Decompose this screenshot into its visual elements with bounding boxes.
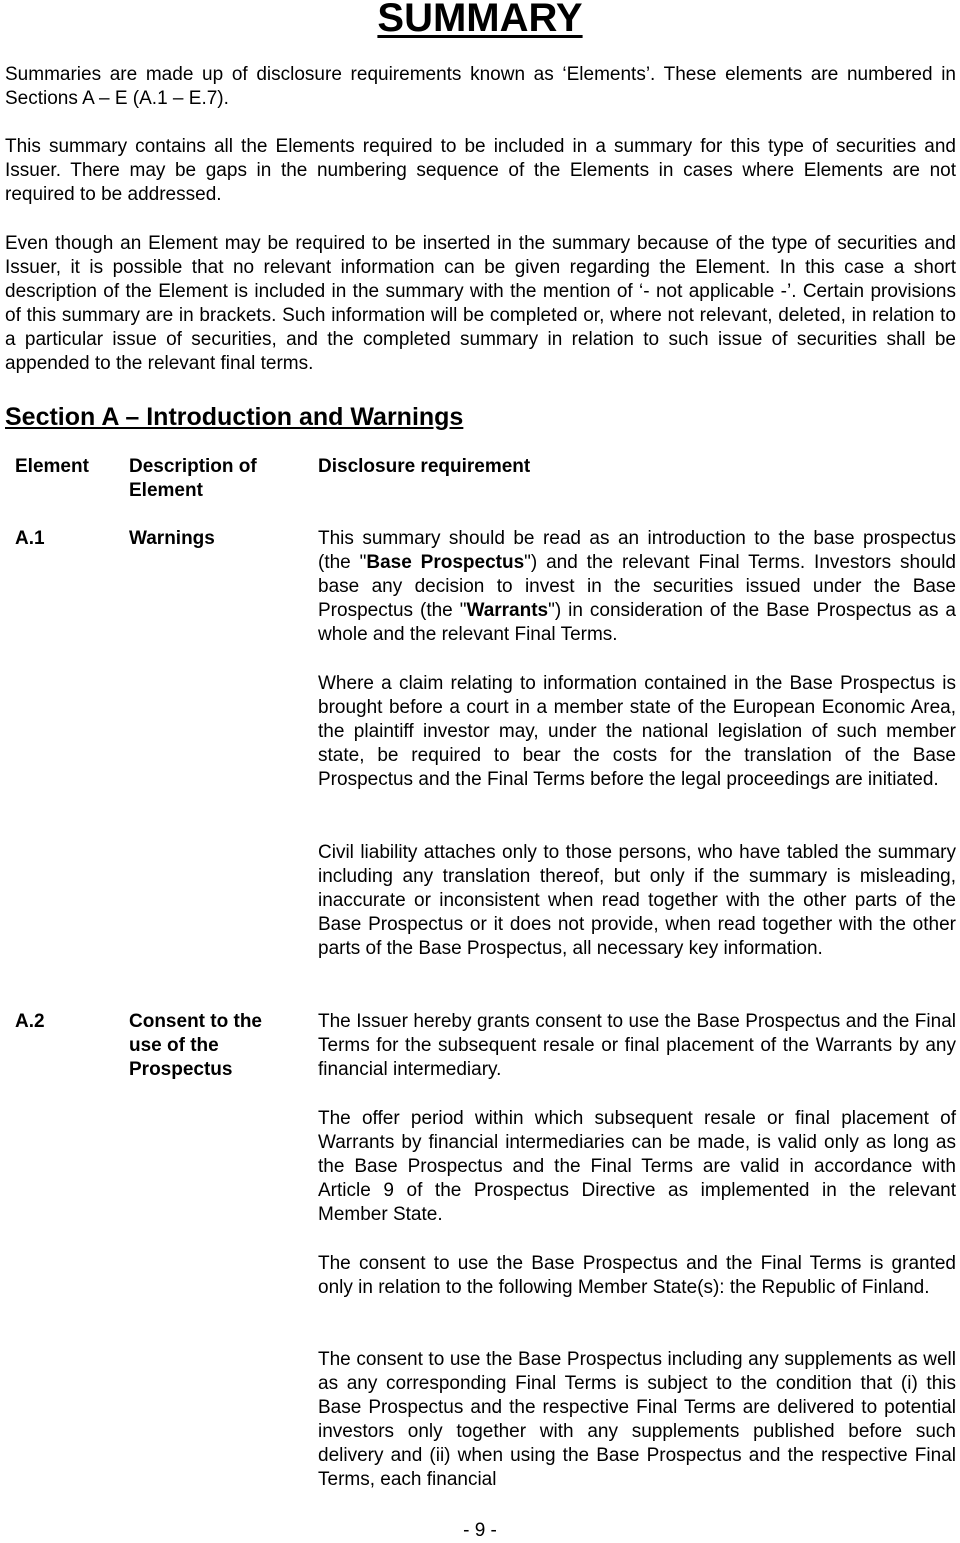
element-a1-paragraph-3: Civil liability attaches only to those persons, who have tabled the summary including any translation thereof, but only if the summary is misleading, inaccurate or inconsistent when read together with the other parts of the Base Prospectus or it does not provide, when read together with the other parts of the Base Prospectus, all necessary key information.	[318, 842, 956, 959]
element-a2-name: Consent to the use of the Prospectus	[129, 1011, 262, 1080]
header-element: Element	[15, 456, 89, 477]
element-a2-paragraph-2: The offer period within which subsequent resale or final placement of Warrants by financial intermediaries can be made, is valid only as long as the Base Prospectus and the Final Terms are valid in accordance with Article 9 of the Prospectus Directive as implemented in the relevant Member State.	[318, 1108, 956, 1225]
element-a2-id: A.2	[15, 1011, 45, 1032]
page-number: - 9 -	[463, 1520, 497, 1541]
section-a-heading: Section A – Introduction and Warnings	[5, 403, 464, 431]
intro-paragraph-3: Even though an Element may be required to be inserted in the summary because of the type of securities and Issuer, it is possible that no relevant information can be given regarding the Element. In this case a short description of the Element is included in the summary with the mention of ‘- not applicable -’. Certain provisions of this summary are in brackets. Such information will be completed or, where not relevant, deleted, in relation to a particular issue of securities, and the completed summary in relation to such issue of securities shall be appended to the relevant final terms.	[5, 233, 956, 374]
element-a2-paragraph-4: The consent to use the Base Prospectus including any supplements as well as any corresponding Final Terms is subject to the condition that (i) this Base Prospectus and the respective Final Terms are delivered to potential investors only together with any supplements published before such delivery and (ii) when using the Base Prospectus and the respective Final Terms, each financial	[318, 1349, 956, 1490]
intro-paragraph-2: This summary contains all the Elements required to be included in a summary for this type of securities and Issuer. There may be gaps in the numbering sequence of the Elements in cases where Elements are not required to be addressed.	[5, 136, 956, 205]
element-a1-name: Warnings	[129, 528, 215, 549]
header-requirement: Disclosure requirement	[318, 456, 531, 477]
page-title: SUMMARY	[377, 0, 583, 40]
element-a1-paragraph-1: This summary should be read as an introduction to the base prospectus (the "Base Prospectus") and the relevant Final Terms. Investors should base any decision to invest in the securities issued under the Base Prospectus (the "Warrants") in consideration of the Base Prospectus as a whole and the relevant Final Terms.	[318, 528, 956, 645]
element-a1-id: A.1	[15, 528, 45, 549]
element-a1-paragraph-2: Where a claim relating to information contained in the Base Prospectus is brought before a court in a member state of the European Economic Area, the plaintiff investor may, under the national legislation of such member state, be required to bear the costs for the translation of the Base Prospectus and the Final Terms before the legal proceedings are initiated.	[318, 673, 956, 790]
element-a2-paragraph-1: The Issuer hereby grants consent to use the Base Prospectus and the Final Terms for the subsequent resale or final placement of the Warrants by any financial intermediary.	[318, 1011, 956, 1080]
header-description: Description of Element	[129, 456, 257, 501]
intro-paragraph-1: Summaries are made up of disclosure requirements known as ‘Elements’. These elements are numbered in Sections A – E (A.1 – E.7).	[5, 64, 956, 109]
element-a2-paragraph-3: The consent to use the Base Prospectus and the Final Terms is granted only in relation to the following Member State(s): the Republic of Finland.	[318, 1253, 956, 1298]
